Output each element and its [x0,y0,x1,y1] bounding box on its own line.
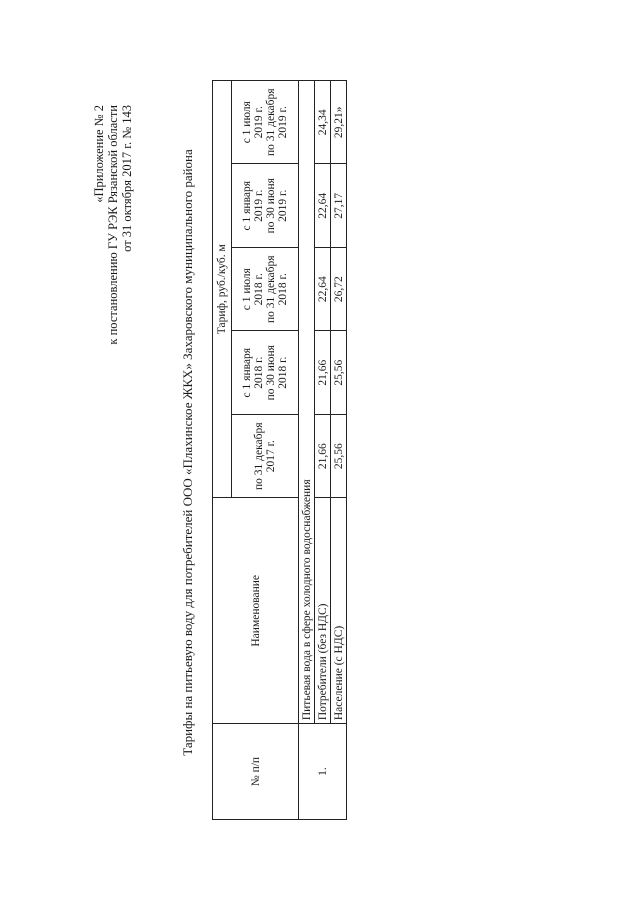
tariff-value: 26,72 [331,247,347,330]
section-name: Питьевая вода в сфере холодного водоснабжения [299,81,315,724]
period-header-line: 2018 г. [253,273,265,306]
period-header-line: 2017 г. [265,440,277,473]
column-header-number: № п/п [213,724,299,820]
tariff-value: 25,56 [331,414,347,497]
period-header [232,331,299,414]
period-header-line: по 30 июня [265,345,277,401]
tariff-value: 21,66 [315,414,331,497]
tariff-table [212,80,347,820]
period-header-line: 2019 г. [277,189,289,222]
appendix-note [92,105,134,345]
tariff-value: 22,64 [315,164,331,247]
period-header [232,247,299,330]
period-header-line: по 30 июня [265,178,277,234]
tariff-value: 29,21» [331,81,347,165]
period-header-line: по 31 декабря [265,255,277,323]
document-title: Тарифы на питьевую воду для потребителей ООО «Плахинское ЖКХ» Захаровского муниципального района [180,149,195,756]
tariff-value: 22,64 [315,247,331,330]
column-header-tariff: Тариф, руб./куб. м [213,81,232,498]
period-header-line: 2019 г. [277,106,289,139]
period-header-line: с 1 июля [241,101,253,144]
tariff-value: 24,34 [315,81,331,165]
period-header-line: с 1 июля [241,268,253,311]
row-name: Потребители (без НДС) [315,498,331,724]
period-header-line: 2019 г. [253,189,265,222]
period-header-line: 2018 г. [277,273,289,306]
table-row-section [299,81,315,820]
period-header [232,414,299,497]
period-header-line: по 31 декабря [265,88,277,157]
tariff-value: 21,66 [315,331,331,414]
appendix-line-1: «Приложение № 2 [92,105,106,203]
period-header-line: по 31 декабря [253,422,265,490]
tariff-value: 25,56 [331,331,347,414]
section-index: 1. [299,724,347,820]
appendix-line-3: от 31 октября 2017 г. № 143 [120,105,134,252]
column-header-name: Наименование [213,498,299,724]
period-header [232,164,299,247]
table-row [315,81,331,820]
table-row [331,81,347,820]
appendix-line-2: к постановлению ГУ РЭК Рязанской области [106,105,120,345]
row-name: Население (с НДС) [331,498,347,724]
period-header-line: с 1 января [241,347,253,398]
period-header [232,81,299,165]
period-header-line: 2018 г. [253,356,265,389]
period-header-line: с 1 января [241,181,253,231]
period-header-line: 2019 г. [253,106,265,139]
period-header-line: 2018 г. [277,356,289,389]
tariff-value: 27,17 [331,164,347,247]
